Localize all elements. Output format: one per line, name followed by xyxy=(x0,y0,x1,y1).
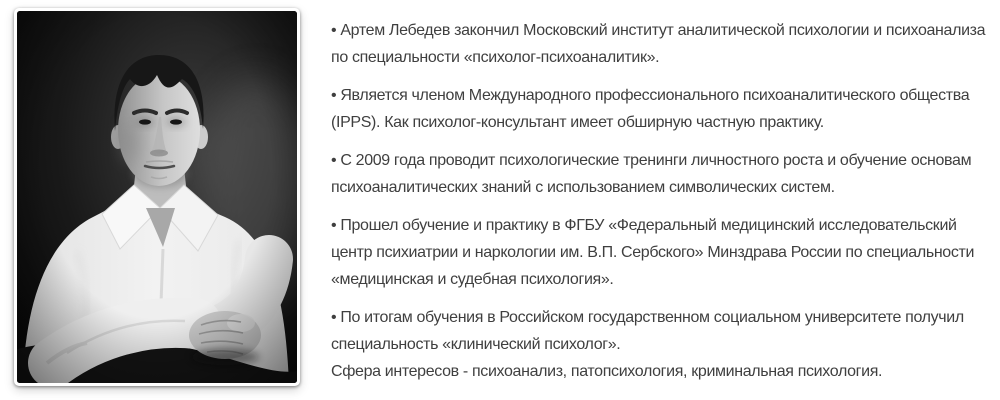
portrait-illustration xyxy=(17,11,297,383)
bio-paragraph-university: • По итогам обучения в Российском государственном социальном университете получил специальность «клинический психолог». xyxy=(331,309,964,353)
bio-paragraph-trainings: • С 2009 года проводит психологические тренинги личностного роста и обучение основам психоаналитических знаний с использованием символических систем. xyxy=(331,152,972,196)
bio-paragraph-internship: • Прошел обучение и практику в ФГБУ «Федеральный медицинский исследовательский центр психиатрии и наркологии им. В.П. Сербского» Минздрава России по специальности «медицинская и судебная психология». xyxy=(331,217,975,288)
bio-paragraph-education: • Артем Лебедев закончил Московский институт аналитической психологии и психоанализа по специальности «психолог-психоаналитик». xyxy=(331,22,986,66)
bio-text xyxy=(331,17,993,385)
portrait-photo xyxy=(17,11,297,383)
portrait-photo-frame xyxy=(14,8,300,386)
bio-paragraph-membership: • Является членом Международного профессионального психоаналитического общества (IPPS). Как психолог-консультант имеет обширную частную практику. xyxy=(331,87,970,131)
bio-paragraph-interests: Сфера интересов - психоанализ, патопсихология, криминальная психология. xyxy=(331,363,883,380)
